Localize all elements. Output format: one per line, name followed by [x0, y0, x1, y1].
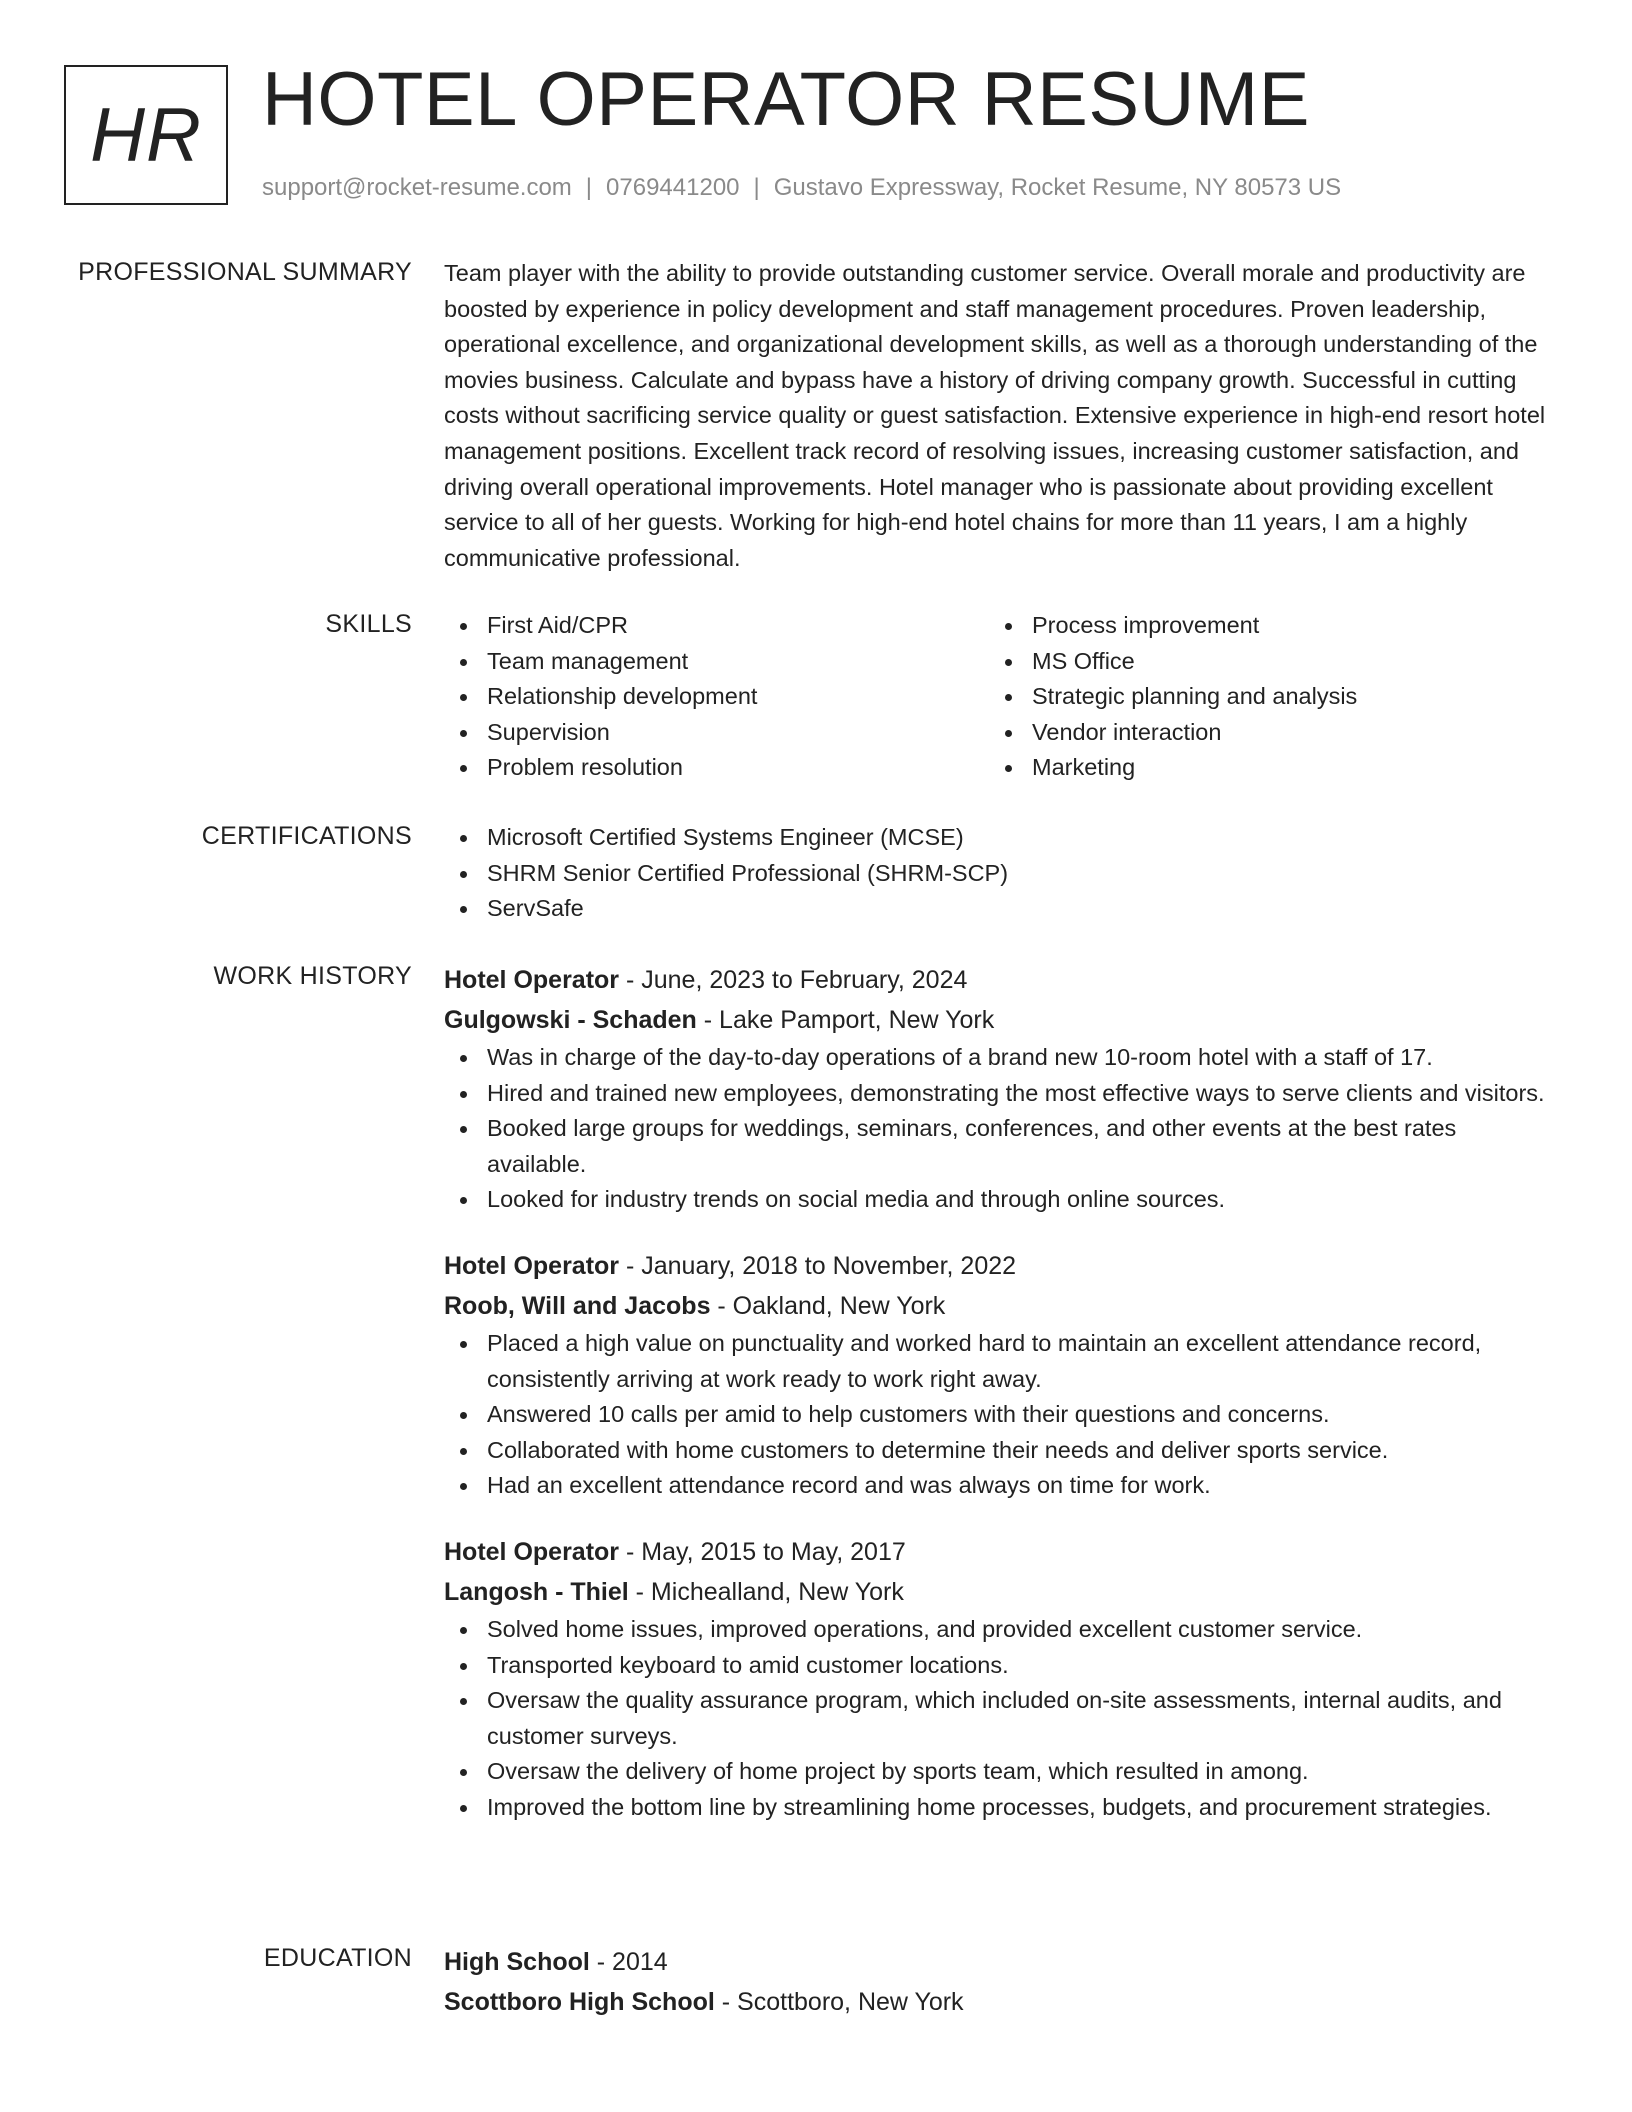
job-entry	[444, 1246, 1554, 1504]
job-bullet: Was in charge of the day-to-day operations of a brand new 10-room hotel with a staff of 17.	[444, 1040, 1554, 1076]
contact-phone[interactable]: 0769441200	[606, 174, 740, 201]
contact-email[interactable]: support@rocket-resume.com	[262, 174, 572, 201]
skills-list-right	[989, 608, 1534, 786]
job-location: - Michealland, New York	[628, 1577, 904, 1606]
monogram-logo: HR	[64, 65, 228, 205]
skill-item: Team management	[444, 644, 989, 680]
summary-body	[444, 256, 1554, 576]
education-school: Scottboro High School	[444, 1988, 715, 2016]
job-bullets	[444, 1612, 1554, 1826]
contact-line	[262, 174, 1341, 202]
skill-item: Marketing	[989, 750, 1534, 786]
job-bullets	[444, 1326, 1554, 1504]
job-dates: - June, 2023 to February, 2024	[619, 966, 968, 994]
education-body	[444, 1942, 1554, 2022]
job-bullet: Oversaw the quality assurance program, which included on-site assessments, internal audits, and customer surveys.	[444, 1683, 1554, 1754]
contact-address: Gustavo Expressway, Rocket Resume, NY 80573 US	[773, 174, 1342, 201]
certifications-list	[444, 820, 1554, 927]
certification-item: SHRM Senior Certified Professional (SHRM-SCP)	[444, 856, 1554, 892]
certification-item: Microsoft Certified Systems Engineer (MCSE)	[444, 820, 1554, 856]
job-bullet: Had an excellent attendance record and was always on time for work.	[444, 1468, 1554, 1504]
skills-body	[444, 608, 1554, 786]
work-history-body	[444, 960, 1554, 1826]
skill-item: Supervision	[444, 715, 989, 751]
skills-grid	[444, 608, 1554, 786]
education-school-line	[444, 1982, 1554, 2022]
education-degree-line	[444, 1942, 1554, 1982]
resume-title: HOTEL OPERATOR RESUME	[262, 57, 1310, 142]
job-location: - Oakland, New York	[710, 1291, 946, 1320]
certification-item: ServSafe	[444, 891, 1554, 927]
skill-item: First Aid/CPR	[444, 608, 989, 644]
job-bullet: Answered 10 calls per amid to help customers with their questions and concerns.	[444, 1397, 1554, 1433]
section-label-education: EDUCATION	[263, 1944, 412, 1972]
job-bullets	[444, 1040, 1554, 1218]
job-title: Hotel Operator	[444, 1537, 620, 1566]
contact-separator: |	[753, 174, 760, 201]
job-company-line	[444, 1000, 1554, 1040]
job-company: Roob, Will and Jacobs	[444, 1291, 711, 1320]
job-title: Hotel Operator	[444, 966, 620, 994]
job-bullet: Booked large groups for weddings, seminars, conferences, and other events at the best rates available.	[444, 1111, 1554, 1182]
section-label-certifications: CERTIFICATIONS	[201, 822, 412, 850]
job-title-line	[444, 960, 1554, 1000]
skill-item: Problem resolution	[444, 750, 989, 786]
job-bullet: Improved the bottom line by streamlining home processes, budgets, and procurement strategies.	[444, 1790, 1554, 1826]
education-degree: High School	[444, 1948, 590, 1976]
job-company-line	[444, 1286, 1554, 1326]
job-title: Hotel Operator	[444, 1251, 620, 1280]
job-bullet: Solved home issues, improved operations, and provided excellent customer service.	[444, 1612, 1554, 1648]
section-label-skills: SKILLS	[325, 610, 412, 638]
job-bullet: Hired and trained new employees, demonstrating the most effective ways to serve clients and visitors.	[444, 1076, 1554, 1112]
job-entry	[444, 960, 1554, 1218]
job-company: Gulgowski - Schaden	[444, 1006, 697, 1034]
job-dates: - May, 2015 to May, 2017	[619, 1537, 906, 1566]
skill-item: Vendor interaction	[989, 715, 1534, 751]
job-bullet: Transported keyboard to amid customer locations.	[444, 1648, 1554, 1684]
job-dates: - January, 2018 to November, 2022	[619, 1251, 1017, 1280]
skill-item: Relationship development	[444, 679, 989, 715]
job-entry	[444, 1532, 1554, 1826]
job-company: Langosh - Thiel	[444, 1577, 629, 1606]
skill-item: Strategic planning and analysis	[989, 679, 1534, 715]
education-location: - Scottboro, New York	[714, 1988, 964, 2016]
job-bullet: Collaborated with home customers to determine their needs and deliver sports service.	[444, 1433, 1554, 1469]
skill-item: MS Office	[989, 644, 1534, 680]
summary-text: Team player with the ability to provide outstanding customer service. Overall morale and productivity are boosted by experience in policy development and staff management procedures. Proven leadership, operational excellence, and organizational development skills, as well as a thorough understanding of the movies business. Calculate and bypass have a history of driving company growth. Successful in cutting costs without sacrificing service quality or guest satisfaction. Extensive experience in high-end resort hotel management positions. Excellent track record of resolving issues, increasing customer satisfaction, and driving overall operational improvements. Hotel manager who is passionate about providing excellent service to all of her guests. Working for high-end hotel chains for more than 11 years, I am a highly communicative professional.	[444, 260, 1546, 571]
job-bullet: Placed a high value on punctuality and worked hard to maintain an excellent attendance record, consistently arriving at work ready to work right away.	[444, 1326, 1554, 1397]
skills-list-left	[444, 608, 989, 786]
education-year: - 2014	[589, 1948, 668, 1976]
job-title-line	[444, 1532, 1554, 1572]
job-bullet: Oversaw the delivery of home project by sports team, which resulted in among.	[444, 1754, 1554, 1790]
certifications-body	[444, 820, 1554, 927]
contact-separator: |	[585, 174, 593, 201]
job-location: - Lake Pamport, New York	[696, 1006, 995, 1034]
section-label-summary: PROFESSIONAL SUMMARY	[78, 258, 412, 286]
job-company-line	[444, 1572, 1554, 1612]
section-label-work-history: WORK HISTORY	[213, 962, 412, 990]
skill-item: Process improvement	[989, 608, 1534, 644]
job-title-line	[444, 1246, 1554, 1286]
job-bullet: Looked for industry trends on social media and through online sources.	[444, 1182, 1554, 1218]
